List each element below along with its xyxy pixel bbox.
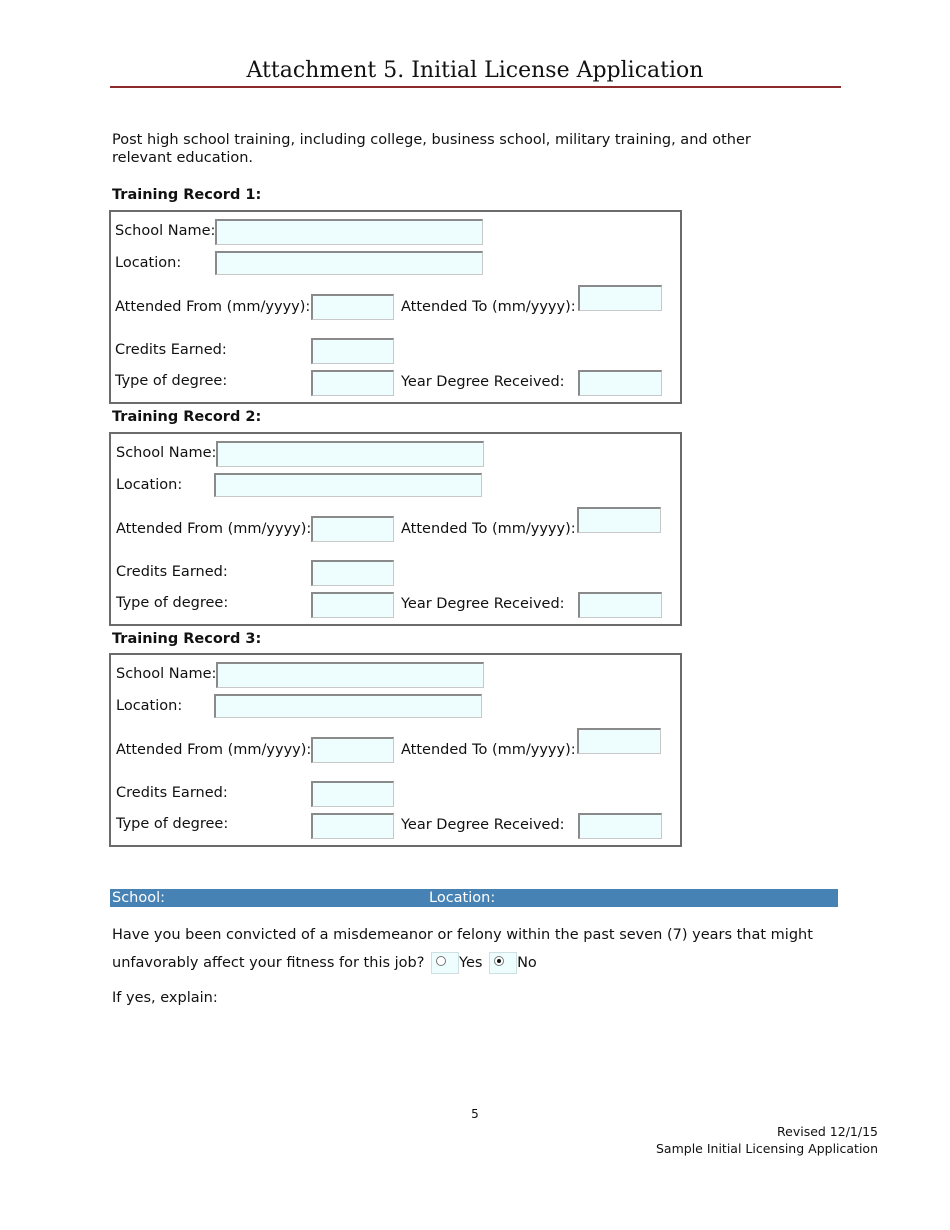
year-degree-received-label: Year Degree Received: — [401, 374, 565, 390]
school-name-field[interactable] — [216, 662, 484, 688]
type-of-degree-field[interactable] — [311, 813, 394, 839]
conviction-question-line1: Have you been convicted of a misdemeanor or felony within the past seven (7) years that might — [112, 927, 813, 943]
document-name: Sample Initial Licensing Application — [656, 1141, 878, 1156]
page-title: Attachment 5. Initial License Application — [246, 58, 704, 83]
credits-earned-label: Credits Earned: — [116, 785, 228, 801]
school-name-label: School Name: — [116, 445, 217, 461]
title-divider — [110, 86, 841, 88]
type-of-degree-label: Type of degree: — [116, 595, 229, 611]
credits-earned-label: Credits Earned: — [115, 342, 227, 358]
conviction-no-label: No — [517, 955, 537, 971]
location-label: Location: — [116, 477, 183, 493]
conviction-yes-label: Yes — [459, 955, 483, 971]
conviction-question-line2: unfavorably affect your fitness for this job? — [112, 955, 425, 971]
credits-earned-label: Credits Earned: — [116, 564, 228, 580]
location-label: Location: — [115, 255, 182, 271]
school-name-field[interactable] — [215, 219, 483, 245]
radio-selected-icon — [494, 956, 504, 966]
training-record-1-heading: Training Record 1: — [112, 187, 262, 203]
attended-from-label: Attended From (mm/yyyy): — [115, 299, 311, 315]
credits-earned-field[interactable] — [311, 781, 394, 807]
banner-school-label: School: — [112, 890, 166, 906]
conviction-yes-radio[interactable] — [431, 952, 459, 974]
training-record-3-heading: Training Record 3: — [112, 631, 262, 647]
intro-text: Post high school training, including college, business school, military training, and other relevant education. — [112, 132, 751, 166]
attended-to-field[interactable] — [578, 285, 662, 311]
attended-from-label: Attended From (mm/yyyy): — [116, 742, 312, 758]
banner-location-label: Location: — [429, 890, 496, 906]
radio-empty-icon — [436, 956, 446, 966]
type-of-degree-field[interactable] — [311, 370, 394, 396]
training-record-2-heading: Training Record 2: — [112, 409, 262, 425]
location-field[interactable] — [214, 473, 482, 497]
credits-earned-field[interactable] — [311, 338, 394, 364]
school-name-label: School Name: — [116, 666, 217, 682]
year-degree-received-label: Year Degree Received: — [401, 817, 565, 833]
year-degree-received-field[interactable] — [578, 592, 662, 618]
training-record-3 — [109, 653, 682, 847]
attended-to-field[interactable] — [577, 507, 661, 533]
location-field[interactable] — [214, 694, 482, 718]
attended-from-field[interactable] — [311, 516, 394, 542]
attended-from-field[interactable] — [311, 737, 394, 763]
type-of-degree-field[interactable] — [311, 592, 394, 618]
school-location-banner — [110, 889, 838, 907]
credits-earned-field[interactable] — [311, 560, 394, 586]
year-degree-received-field[interactable] — [578, 370, 662, 396]
location-field[interactable] — [215, 251, 483, 275]
attended-to-field[interactable] — [577, 728, 661, 754]
page-number: 5 — [471, 1107, 479, 1121]
explain-label: If yes, explain: — [112, 990, 218, 1006]
school-name-field[interactable] — [216, 441, 484, 467]
attended-from-label: Attended From (mm/yyyy): — [116, 521, 312, 537]
training-record-1 — [109, 210, 682, 404]
type-of-degree-label: Type of degree: — [116, 816, 229, 832]
year-degree-received-label: Year Degree Received: — [401, 596, 565, 612]
location-label: Location: — [116, 698, 183, 714]
revised-date: Revised 12/1/15 — [777, 1124, 878, 1139]
attended-to-label: Attended To (mm/yyyy): — [401, 521, 576, 537]
conviction-no-radio[interactable] — [489, 952, 517, 974]
attended-to-label: Attended To (mm/yyyy): — [401, 742, 576, 758]
attended-to-label: Attended To (mm/yyyy): — [401, 299, 576, 315]
page-footer — [656, 1123, 878, 1157]
conviction-question — [112, 921, 832, 977]
school-name-label: School Name: — [115, 223, 216, 239]
type-of-degree-label: Type of degree: — [115, 373, 228, 389]
year-degree-received-field[interactable] — [578, 813, 662, 839]
training-record-2 — [109, 432, 682, 626]
attended-from-field[interactable] — [311, 294, 394, 320]
